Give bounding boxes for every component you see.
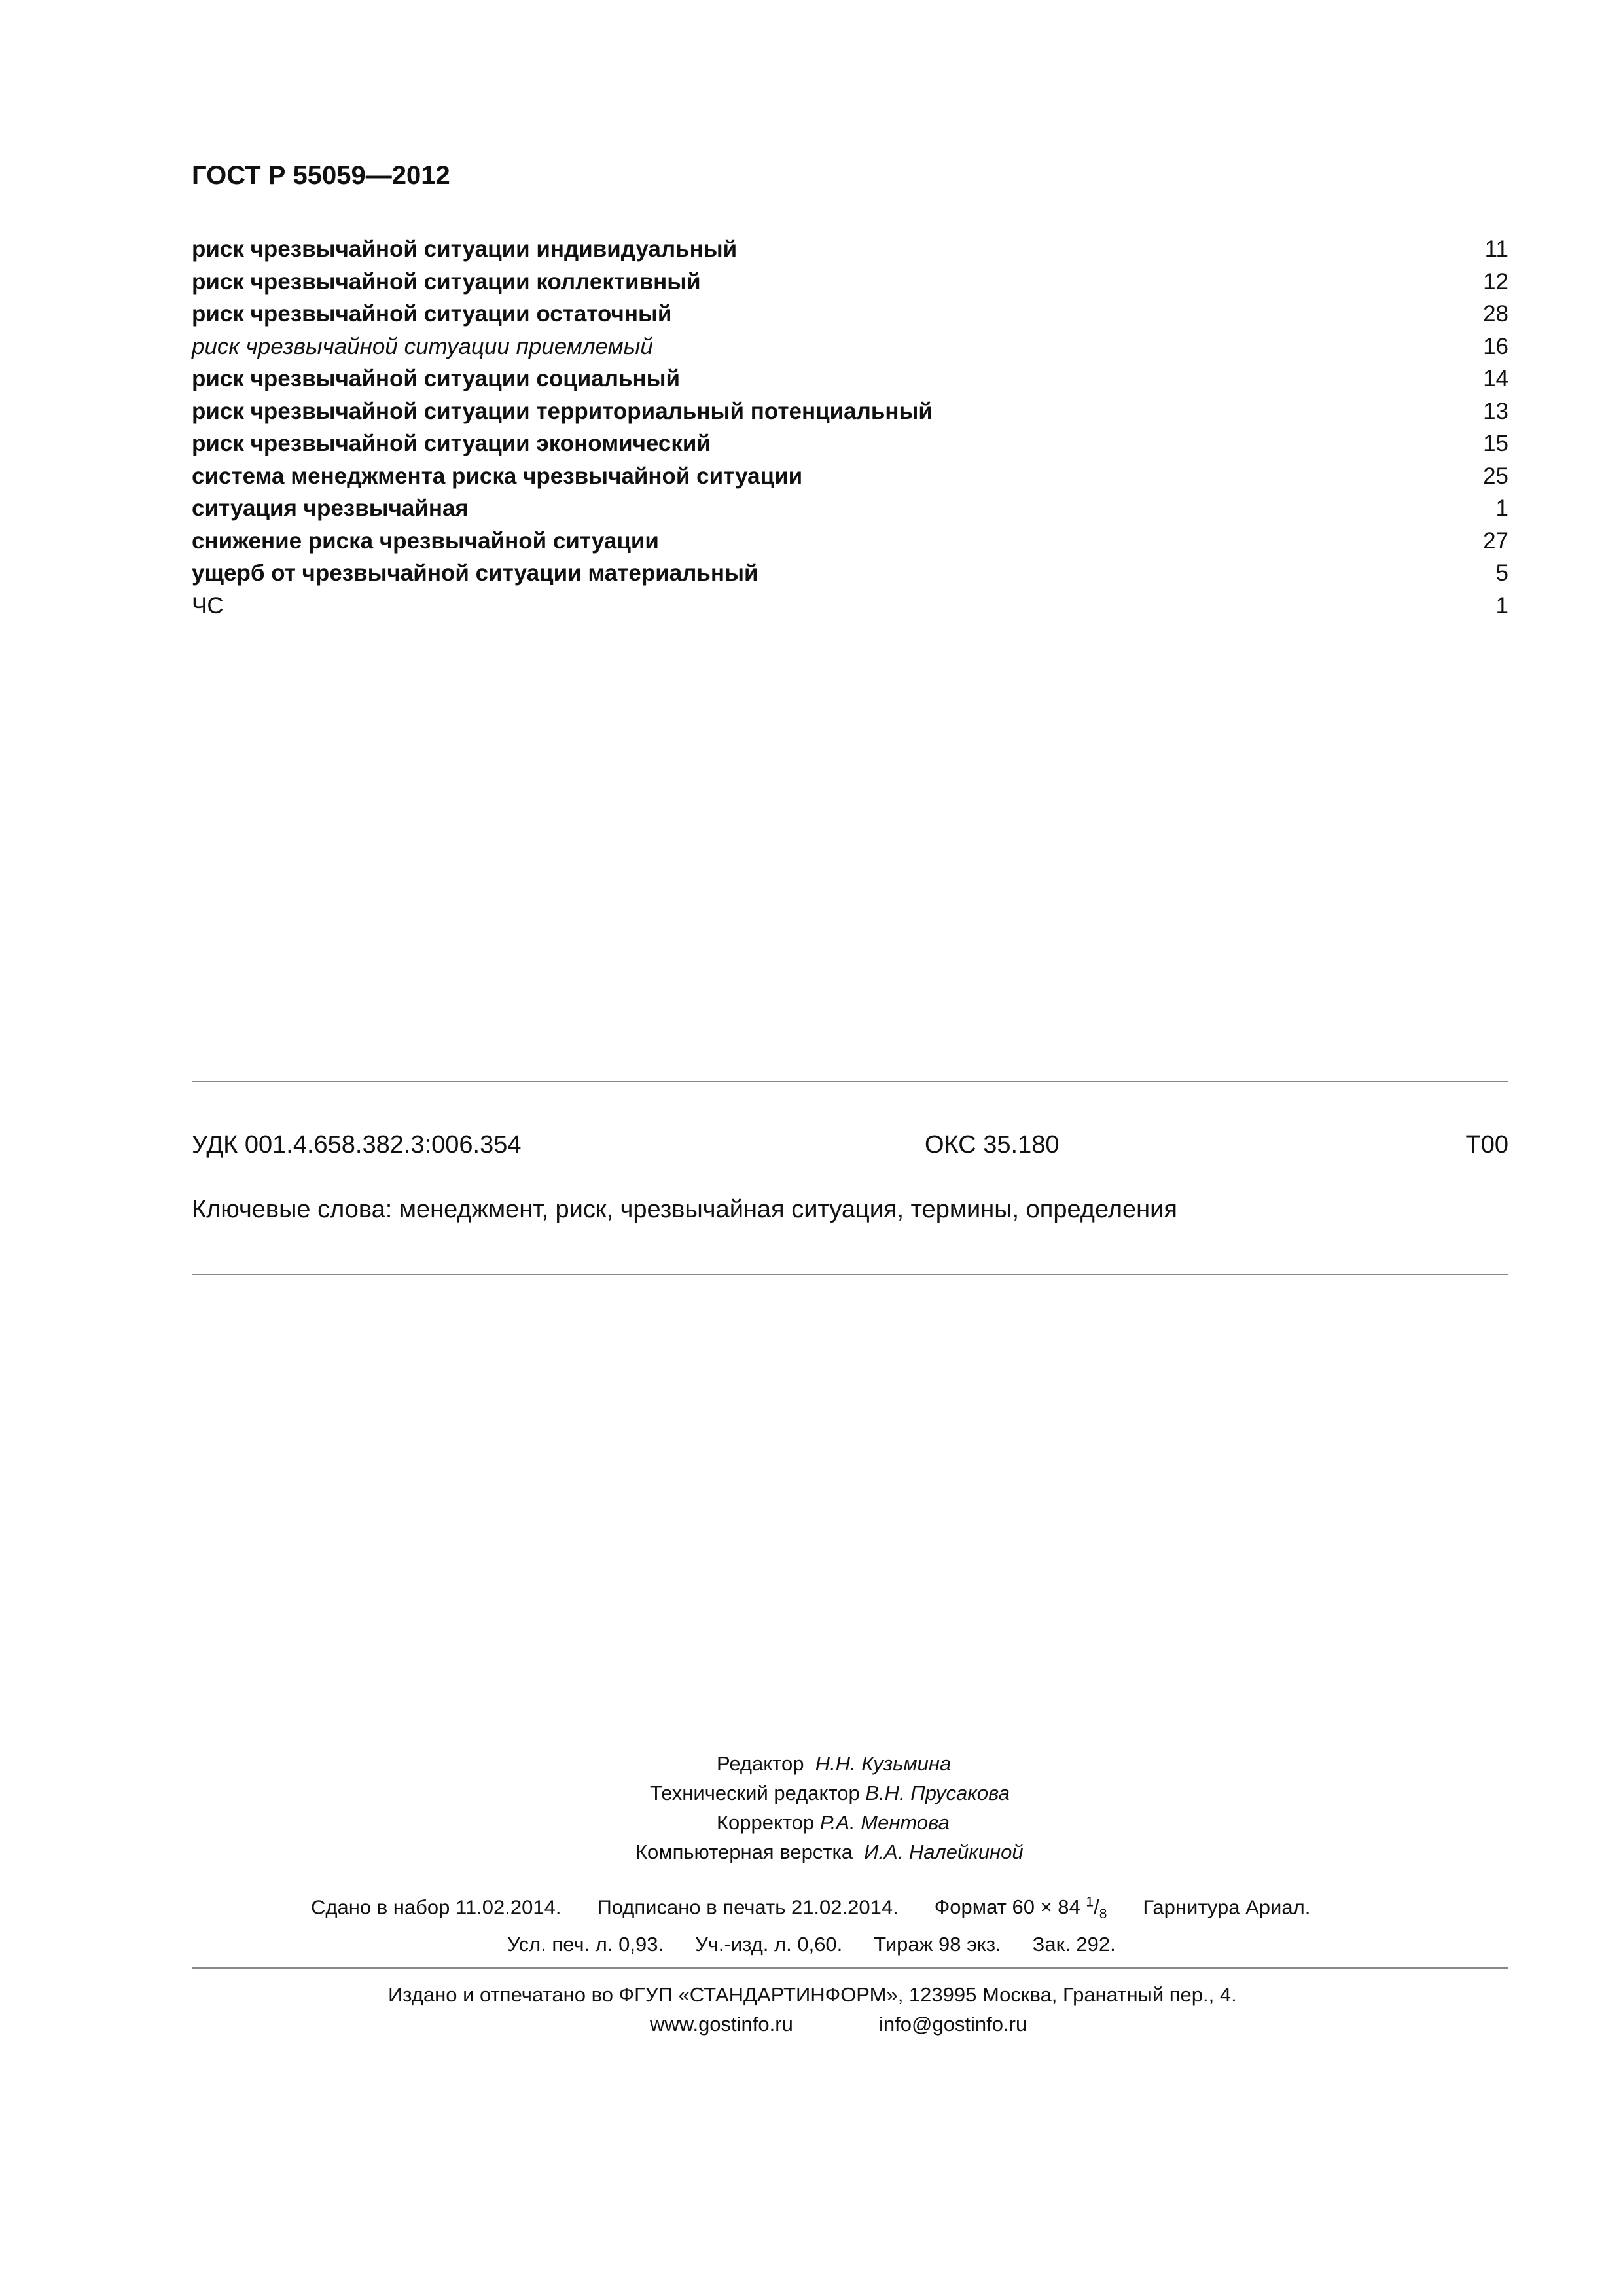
alphabetical-index: [192, 233, 1508, 622]
printer-address: Издано и отпечатано во ФГУП «СТАНДАРТИНФОРМ», 123995 Москва, Гранатный пер., 4.: [388, 1983, 1237, 2006]
classification-row: [192, 1131, 1508, 1164]
index-term: риск чрезвычайной ситуации индивидуальный: [192, 236, 738, 262]
index-page-number: 27: [1483, 528, 1508, 554]
submitted-date: Сдано в набор 11.02.2014.: [311, 1895, 562, 1919]
credit-label: Технический редактор: [650, 1782, 860, 1804]
order-number: Зак. 292.: [1032, 1933, 1116, 1956]
paper-format: Формат 60 × 84 $^1/_8$: [934, 1895, 1107, 1922]
index-term: ситуация чрезвычайная: [192, 495, 469, 521]
credit-editor: [717, 1749, 951, 1778]
printer-email[interactable]: info@gostinfo.ru: [879, 2013, 1027, 2036]
divider-top: [192, 1081, 1508, 1082]
index-page-number: 5: [1495, 560, 1508, 586]
index-term: ущерб от чрезвычайной ситуации материальный: [192, 560, 758, 586]
index-row: [192, 363, 1508, 395]
circulation: Тираж 98 экз.: [874, 1933, 1001, 1956]
publisher-sheets: Уч.-изд. л. 0,60.: [695, 1933, 843, 1956]
credit-label: Корректор: [717, 1811, 815, 1834]
credit-name: И.А. Налейкиной: [864, 1840, 1024, 1863]
index-page-number: 28: [1483, 301, 1508, 327]
credit-name: Р.А. Ментова: [819, 1811, 950, 1834]
oks-code: ОКС 35.180: [925, 1131, 1060, 1158]
index-row: [192, 331, 1508, 363]
credit-label: Компьютерная верстка: [635, 1840, 853, 1863]
index-term: риск чрезвычайной ситуации территориальный потенциальный: [192, 398, 933, 424]
index-row: [192, 233, 1508, 266]
divider-bottom: [192, 1967, 1508, 1969]
index-page-number: 11: [1484, 236, 1508, 262]
index-row: [192, 492, 1508, 525]
credit-layout: [635, 1837, 1024, 1867]
index-row: [192, 298, 1508, 331]
index-row: [192, 557, 1508, 590]
index-page-number: 1: [1495, 495, 1508, 521]
index-term: снижение риска чрезвычайной ситуации: [192, 528, 659, 554]
print-sheets: Усл. печ. л. 0,93.: [507, 1933, 664, 1956]
credit-corrector: [717, 1808, 950, 1837]
index-term: риск чрезвычайной ситуации остаточный: [192, 301, 672, 327]
index-page-number: 14: [1483, 366, 1508, 391]
credit-label: Редактор: [717, 1752, 804, 1775]
index-page-number: 15: [1483, 431, 1508, 456]
index-row: [192, 460, 1508, 493]
udk-code: УДК 001.4.658.382.3:006.354: [192, 1131, 522, 1158]
document-header: ГОСТ Р 55059—2012: [192, 161, 450, 190]
index-row: [192, 266, 1508, 298]
credit-name: В.Н. Прусакова: [865, 1782, 1010, 1804]
index-term: риск чрезвычайной ситуации экономический: [192, 431, 711, 456]
credit-name: Н.Н. Кузьмина: [815, 1752, 952, 1775]
printer-website[interactable]: www.gostinfo.ru: [650, 2013, 793, 2036]
font-name: Гарнитура Ариал.: [1143, 1895, 1311, 1919]
index-page-number: 12: [1483, 268, 1508, 295]
divider-middle: [192, 1274, 1508, 1275]
publication-line-2: [507, 1933, 1116, 1956]
signed-date: Подписано в печать 21.02.2014.: [597, 1895, 899, 1919]
index-page-number: 13: [1483, 398, 1508, 424]
index-row: [192, 525, 1508, 558]
index-term: риск чрезвычайной ситуации коллективный: [192, 268, 701, 295]
index-term: система менеджмента риска чрезвычайной ситуации: [192, 463, 803, 489]
index-row: [192, 427, 1508, 460]
index-page-number: 16: [1483, 333, 1508, 359]
index-term: риск чрезвычайной ситуации приемлемый: [192, 333, 653, 359]
keywords-line: Ключевые слова: менеджмент, риск, чрезвычайная ситуация, термины, определения: [192, 1196, 1177, 1223]
credit-tech-editor: [650, 1778, 1010, 1808]
index-row: [192, 395, 1508, 428]
index-row: [192, 590, 1508, 622]
publication-line-1: [311, 1895, 1310, 1923]
index-term: ЧС: [192, 592, 224, 619]
group-code: Т00: [1465, 1131, 1508, 1158]
index-page-number: 25: [1483, 463, 1508, 489]
index-page-number: 1: [1495, 592, 1508, 619]
index-term: риск чрезвычайной ситуации социальный: [192, 366, 681, 391]
